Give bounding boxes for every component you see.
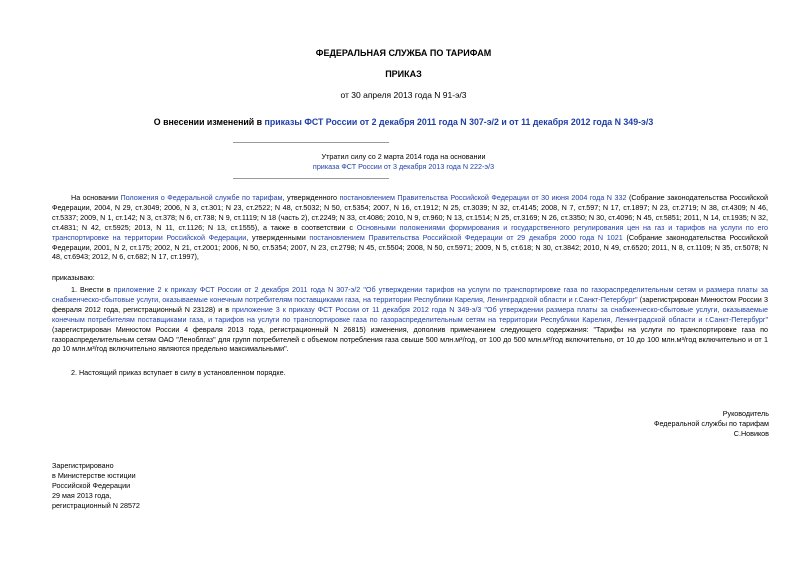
item1-link-2[interactable]: приложение 3 к приказу ФСТ России от 11 декабря 2012 года N 349-э/3 "Об утверждении размера платы за снабженческо-сбытовые услуги, оказываемые конечным потребителям поставщиками газа, и тарифов на услуги по транспортировке газа по газораспределительным сетям на территории Республики Карелия, Ленинградской области и г.Санкт-Петербург" xyxy=(52,304,768,324)
revocation-link[interactable]: приказа ФСТ России от 3 декабря 2013 года N 222-э/3 xyxy=(312,161,495,171)
divider-bottom xyxy=(233,178,389,179)
basis-text-3: (Собрание законодательства Российской Федерации, 2004, N 29, ст.3049; 2006, N 3, ст.301; N 23, ст.2522; N 48, ст.5032; N 50, ст.5354; 2007, N 16, ст.1912; N 25, ст.3039; N 32, ст.4145; 2008, N 7, ст.597; N 17, ст.1897; N 23, ст.2719; N 38, ст.4309; N 46, ст.5337; 2009, N 1, ст.142; N 3, ст.378; N 6, ст.738; N 9, ст.1119; N 18 (часть 2), ст.2249; N 33, ст.4086; 2010, N 9, ст.960; N 13, ст.1514; N 25, ст.3169; N 26, ст.3350; N 30, ст.4096; N 45, ст.5851; 2011, N 14, ст.1935; N 32, ст.4831; N 42, ст.5925; 2013, N 11, ст.1126; N 13, ст.1555), а также в соответствии с xyxy=(52,193,768,232)
doc-date-number: от 30 апреля 2013 года N 91-э/3 xyxy=(340,90,467,100)
doc-type: ПРИКАЗ xyxy=(385,69,422,79)
registration-line-1: Зарегистрировано xyxy=(52,461,114,470)
title-link[interactable]: приказы ФСТ России от 2 декабря 2011 года N 307-э/2 и от 11 декабря 2012 года N 349-э/3 xyxy=(264,117,654,127)
revocation-note xyxy=(0,152,807,172)
signature-position: Руководитель xyxy=(722,409,769,418)
item1-text-1: 1. Внести в xyxy=(71,285,114,294)
revocation-text: Утратил силу со 2 марта 2014 года на основании xyxy=(321,152,486,161)
signature-block xyxy=(654,409,769,439)
basis-link-4[interactable]: постановлением Правительства Российской Федерации от 29 декабря 2000 года N 1021 xyxy=(309,232,623,242)
item1-link-1[interactable]: приложение 2 к приказу ФСТ России от 2 декабря 2011 года N 307-э/2 "Об утверждении тарифов на услуги по транспортировке газа по газораспределительным сетям и размера платы за снабженческо-сбытовые услуги, оказываемые конечным потребителям поставщиками газа, на территории Республики Карелия, Ленинградской области и г.Санкт-Петербург" xyxy=(52,285,768,304)
item-2-paragraph: 2. Настоящий приказ вступает в силу в установленном порядке. xyxy=(71,368,286,377)
divider-top xyxy=(233,142,389,143)
item1-text-3: (зарегистрирован Минюстом России 4 февраля 2013 года, регистрационный N 26815) изменения, дополнив примечанием следующего содержания: "Тарифы на услуги по транспортировке газа по газораспределительным сетям ОАО "Леноблгаз" для групп потребителей с объемом потребления газа свыше 500 млн.м³/год, от 100 до 500 млн.м³/год включительно, от 10 до 100 млн.м³/год включительно и от 1 до 10 млн.м³/год включительно являются предельно максимальными". xyxy=(52,324,768,354)
registration-line-4: 29 мая 2013 года, xyxy=(52,490,112,500)
order-word: приказываю: xyxy=(52,273,95,282)
doc-title xyxy=(0,117,807,127)
registration-line-5: регистрационный N 28572 xyxy=(52,500,140,510)
registration-line-3: Российской Федерации xyxy=(52,480,131,490)
agency-title: ФЕДЕРАЛЬНАЯ СЛУЖБА ПО ТАРИФАМ xyxy=(315,48,492,58)
basis-link-2[interactable]: постановлением Правительства Российской Федерации от 30 июня 2004 года N 332 xyxy=(339,193,627,202)
item-1-paragraph xyxy=(52,285,768,354)
basis-link-1[interactable]: Положения о Федеральной службе по тарифам xyxy=(120,193,283,202)
basis-text-4: , утвержденными xyxy=(246,232,310,242)
basis-text-2: , утвержденного xyxy=(282,193,340,202)
basis-text-1: На основании xyxy=(71,193,121,202)
basis-paragraph xyxy=(52,193,768,262)
registration-block xyxy=(52,461,140,511)
basis-link-3[interactable]: Основными положениями формирования и государственного регулирования цен на газ и тарифов на услуги по его транспортировке на территории Российской Федерации xyxy=(52,222,769,242)
registration-line-2: в Министерстве юстиции xyxy=(52,470,136,480)
signature-agency: Федеральной службы по тарифам xyxy=(654,418,769,428)
item1-text-2: (зарегистрирован Минюстом России 3 февраля 2012 года, регистрационный N 23128) и в xyxy=(52,294,768,314)
signature-name: С.Новиков xyxy=(733,428,769,438)
title-prefix: О внесении изменений в xyxy=(153,117,265,127)
basis-text-5: (Собрание законодательства Российской Федерации, 2001, N 2, ст.175; 2002, N 21, ст.2001; 2006, N 50, ст.5354; 2007, N 23, ст.2798; N 45, ст.5504; 2008, N 50, ст.5971; 2009, N 5, ст.618; N 30, ст.3842; 2010, N 49, ст.6520; 2011, N 8, ст.1109; N 35, ст.5078; N 48, ст.6943; 2012, N 6, ст.682; N 17, ст.1997), xyxy=(52,232,768,262)
